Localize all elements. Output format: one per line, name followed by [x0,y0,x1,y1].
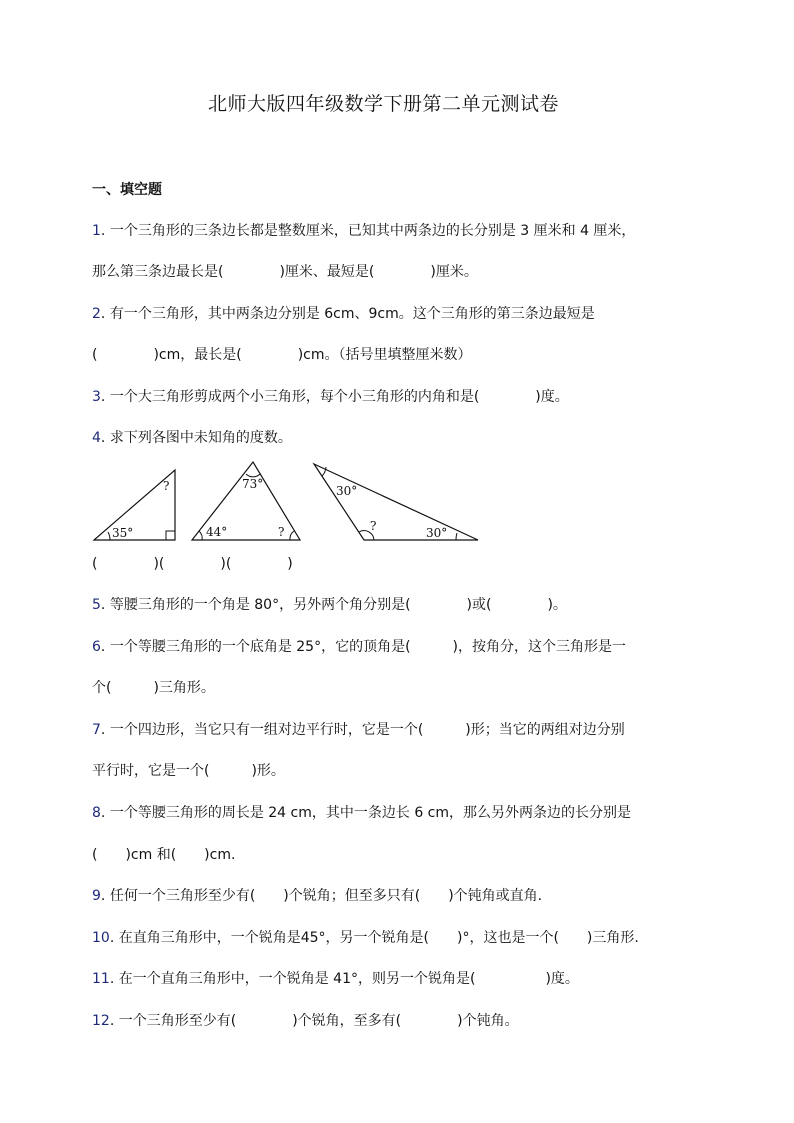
question-4 [92,428,292,448]
question-text: . 一个大三角形剪成两个小三角形，每个小三角形的内角和是( )度。 [100,389,569,405]
left-angle-label: 44° [206,525,228,539]
question-6 [92,637,626,657]
angle-label: 35° [112,526,134,540]
unknown-angle-label: ? [278,525,285,539]
question-6-line-2: 个( )三角形。 [92,680,215,696]
section-heading: 一、填空题 [92,182,162,198]
question-text: . 一个三角形至少有( )个锐角，至多有( )个钝角。 [109,1013,519,1029]
question-8-line-2: ( )cm 和( )cm. [92,847,236,863]
question-3 [92,387,569,407]
question-text: . 求下列各图中未知角的度数。 [100,430,292,446]
question-5 [92,595,567,615]
question-text: . 一个四边形，当它只有一组对边平行时，它是一个( )形；当它的两组对边分别 [100,722,625,738]
unknown-angle-label: ? [370,519,377,533]
question-number: 4 [92,430,101,446]
question-number: 3 [92,389,101,405]
question-7 [92,720,625,740]
question-number: 12 [92,1013,110,1029]
question-number: 9 [92,888,101,904]
unknown-angle-label: ? [163,479,170,493]
right-angle-label: 30° [426,526,448,540]
question-number: 11 [92,971,110,987]
question-number: 2 [92,306,101,322]
question-number: 7 [92,722,101,738]
question-number: 6 [92,639,101,655]
question-8 [92,803,631,823]
question-text: . 等腰三角形的一个角是 80°，另外两个角分别是( )或( )。 [100,597,567,613]
question-number: 1 [92,223,101,239]
question-10 [92,928,639,948]
question-text: . 在直角三角形中，一个锐角是45°，另一个锐角是( )°，这也是一个( )三角形. [109,930,639,946]
question-4-answers: ( )( )( ) [92,556,293,572]
question-9 [92,886,542,906]
question-number: 8 [92,805,101,821]
triangle-figure-1 [90,466,180,546]
question-text: . 一个等腰三角形的一个底角是 25°，它的顶角是( )，按角分，这个三角形是一 [100,639,627,655]
question-2-line-2: ( )cm，最长是( )cm。（括号里填整厘米数） [92,347,472,363]
question-text: . 一个等腰三角形的周长是 24 cm，其中一条边长 6 cm，那么另外两条边的长分别是 [100,805,632,821]
question-number: 10 [92,930,110,946]
question-2 [92,304,595,324]
question-7-line-2: 平行时，它是一个( )形。 [92,763,285,779]
triangle-figure-2 [188,458,304,546]
page-title: 北师大版四年级数学下册第二单元测试卷 [208,93,560,115]
question-11 [92,969,579,989]
question-text: . 任何一个三角形至少有( )个锐角；但至多只有( )个钝角或直角. [100,888,543,904]
question-text: . 有一个三角形，其中两条边分别是 6cm、9cm。这个三角形的第三条边最短是 [100,306,595,322]
triangle-figure-3 [310,460,482,546]
question-number: 5 [92,597,101,613]
question-text: . 一个三角形的三条边长都是整数厘米，已知其中两条边的长分别是 3 厘米和 4 厘米， [100,223,636,239]
question-text: . 在一个直角三角形中，一个锐角是 41°，则另一个锐角是( )度。 [109,971,579,987]
top-angle-label: 30° [336,484,358,498]
top-angle-label: 73° [242,477,264,491]
question-1-line-2: 那么第三条边最长是( )厘米、最短是( )厘米。 [92,264,478,280]
question-12 [92,1011,519,1031]
question-1 [92,221,635,241]
